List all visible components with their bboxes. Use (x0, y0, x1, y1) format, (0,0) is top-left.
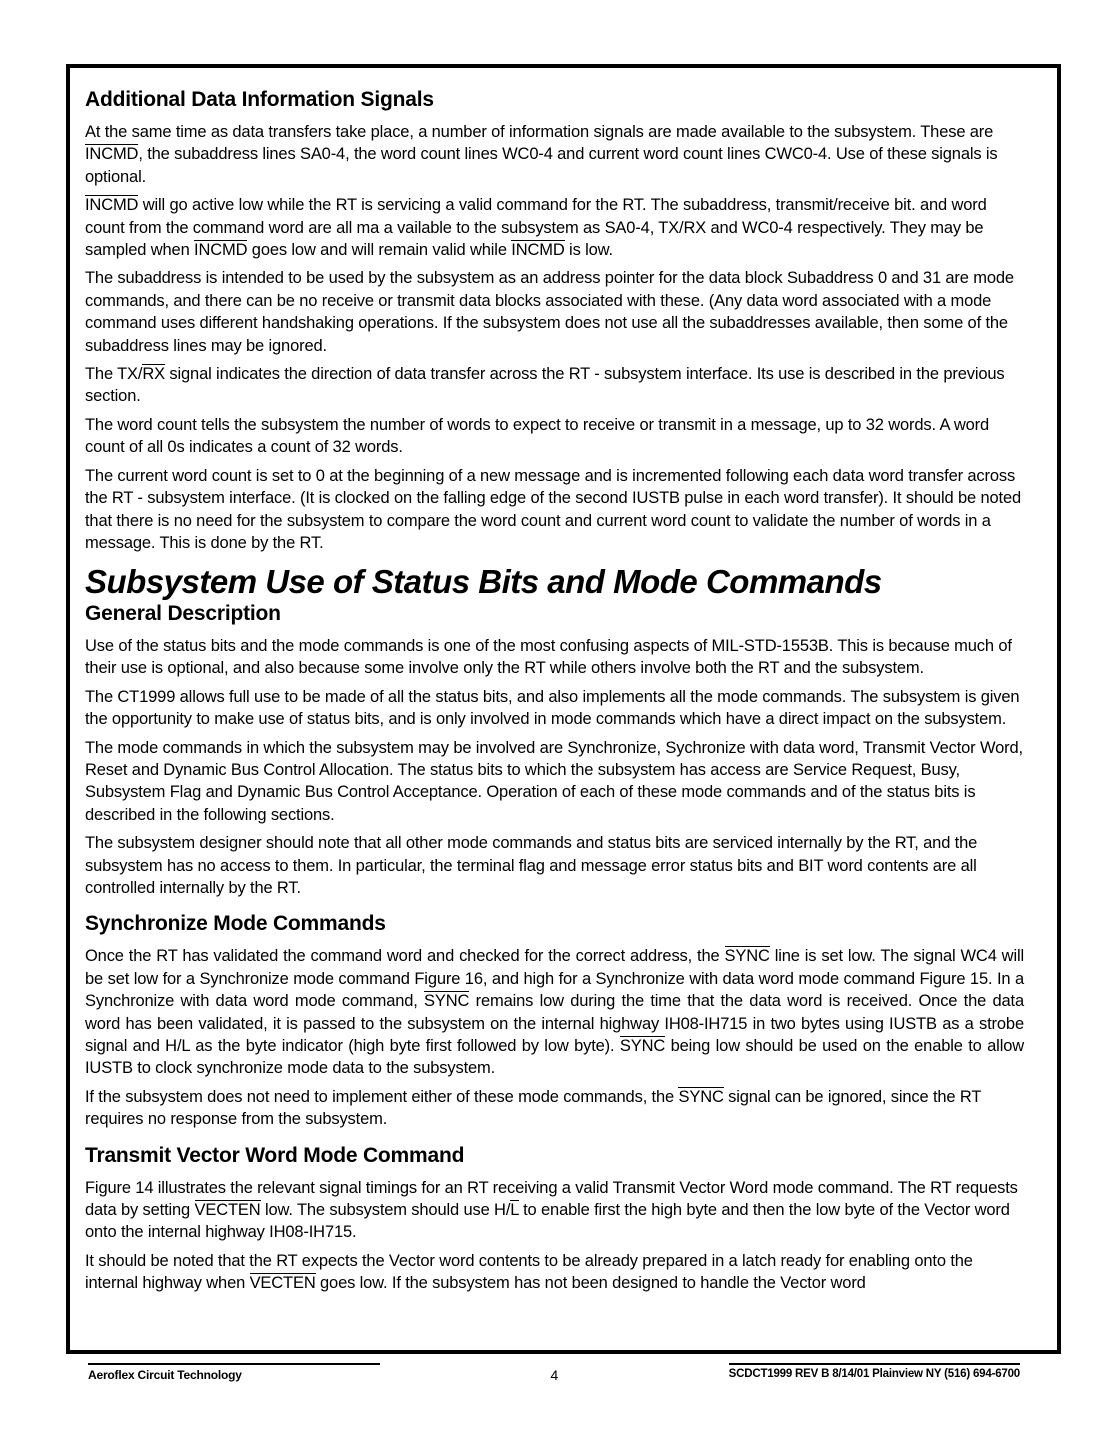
text-run: will go active low while the RT is servicing a valid command for the RT. The subaddress, transmit/receive bit. and word count from the command word are all ma a vailable to the subsystem as SA0-4, TX/RX and WC0-4 respectively. They may be sampled when (85, 196, 987, 260)
subsection-heading: General Description (85, 601, 281, 625)
subsection-heading: Additional Data Information Signals (85, 88, 434, 111)
footer-company: Aeroflex Circuit Technology (88, 1363, 380, 1382)
paragraph (85, 414, 1024, 459)
text-run: to enable first the high byte and then the low byte of the Vector word onto the internal highway IH08-IH715. (85, 1201, 1010, 1242)
text-run: goes low and will remain valid while (247, 241, 512, 260)
text-run: remains low during the time that the data word is received. Once the data word has been validated, it is passed to the subsystem on the internal highway IH08-IH715 in two bytes using IUSTB as a strobe signal and H/L as the byte indicator (high byte first followed by low byte). (85, 992, 1024, 1056)
paragraph (85, 832, 1024, 899)
text-run: Figure 14 illustrates the relevant signal timings for an RT receiving a valid Transmit Vector Word mode command. The RT requests data by setting (85, 1178, 1018, 1220)
text-run: line is set low. The signal WC4 will be set low for a Synchronize mode command Figure 16, and high for a Synchronize with data word mode command Figure 15. In a Synchronize with data word mode command, (85, 947, 1024, 1011)
paragraph (85, 267, 1024, 357)
subsection-heading: Transmit Vector Word Mode Command (85, 1143, 465, 1167)
overlined-signal-name: INCMD (511, 241, 565, 260)
paragraph (85, 1250, 1024, 1295)
overlined-signal-name: VECTEN (249, 1274, 316, 1293)
paragraph (85, 686, 1024, 731)
paragraph (85, 363, 1024, 408)
footer-docinfo: SCDCT1999 REV B 8/14/01 Plainview NY (516) 694-6700 (729, 1363, 1020, 1380)
text-run: The mode commands in which the subsystem may be involved are Synchronize, Sychronize with data word, Transmit Vector Word, Reset and Dynamic Bus Control Allocation. The status bits to which the subsystem has access are Service Request, Busy, Subsystem Flag and Dynamic Bus Control Acceptance. Operation of each of these mode commands and of the status bits is described in the following sections. (85, 738, 1023, 824)
text-run: The TX/ (85, 365, 143, 384)
overlined-signal-name: INCMD (85, 196, 139, 215)
paragraph (85, 465, 1024, 555)
text-run: Once the RT has validated the command word and checked for the correct address, the (85, 947, 725, 966)
overlined-signal-name: SYNC (424, 992, 470, 1011)
text-run: is low. (564, 241, 613, 260)
overlined-signal-name: SYNC (678, 1087, 724, 1106)
text-run: signal indicates the direction of data transfer across the RT - subsystem interface. Its use is described in the previous section. (85, 365, 1005, 406)
text-run: low. The subsystem should use H/ (260, 1201, 511, 1220)
page-footer (88, 1363, 1020, 1383)
paragraph (85, 1086, 1024, 1131)
text-run: The CT1999 allows full use to be made of all the status bits, and also implements all the mode commands. The subsystem is given the opportunity to make use of status bits, and is only involved in mode commands which have a direct impact on the subsystem. (85, 687, 1020, 729)
text-run: being low should be used on the enable to allow IUSTB to clock synchronize mode data to the subsystem. (85, 1037, 1024, 1078)
paragraph (85, 737, 1024, 827)
overlined-signal-name: VECTEN (194, 1201, 261, 1220)
text-run: At the same time as data transfers take place, a number of information signals are made available to the subsystem. These are (85, 123, 994, 141)
paragraph (85, 194, 1024, 261)
text-run: The current word count is set to 0 at the beginning of a new message and is incremented following each data word transfer across the RT - subsystem interface. (It is clocked on the falling edge of the second IUSTB pulse in each word transfer). It should be noted that there is no need for the subsystem to compare the word count and current word count to validate the number of words in a message. This is done by the RT. (85, 466, 1022, 552)
text-run: It should be noted that the RT expects the Vector word contents to be already prepared in a latch ready for enabling onto the internal highway when (85, 1251, 973, 1293)
paragraph (85, 1177, 1024, 1244)
subsection-heading: Synchronize Mode Commands (85, 912, 386, 936)
text-run: signal can be ignored, since the RT requires no response from the subsystem. (85, 1087, 981, 1129)
paragraph (85, 121, 1024, 188)
overlined-signal-name: INCMD (194, 241, 248, 260)
overlined-signal-name: L (510, 1201, 519, 1220)
text-run: Use of the status bits and the mode commands is one of the most confusing aspects of MIL-STD-1553B. This is because much of their use is optional, and also because some involve only the RT while others involve both the RT and the subsystem. (85, 636, 1012, 678)
text-run: The subaddress is intended to be used by the subsystem as an address pointer for the data block Subaddress 0 and 31 are mode commands, and there can be no receive or transmit data blocks associated with these. (Any data word associated with a mode command uses different handshaking operations. If the subsystem does not use all the subaddresses available, then some of the subaddress lines may be ignored. (85, 269, 1014, 355)
document-body (66, 64, 1061, 1354)
paragraph (85, 635, 1024, 680)
text-run: goes low. If the subsystem has not been designed to handle the Vector word (315, 1274, 866, 1293)
section-title: Subsystem Use of Status Bits and Mode Commands (85, 563, 882, 601)
text-run: The subsystem designer should note that all other mode commands and status bits are serviced internally by the RT, and the subsystem has no access to them. In particular, the terminal flag and message error status bits and BIT word contents are all controlled internally by the RT. (85, 834, 978, 897)
overlined-signal-name: INCMD (85, 145, 139, 164)
overlined-signal-name: SYNC (724, 947, 770, 966)
text-run: The word count tells the subsystem the number of words to expect to receive or transmit in a message, up to 32 words. A word count of all 0s indicates a count of 32 words. (85, 415, 990, 457)
overlined-signal-name: RX (142, 365, 165, 384)
paragraph (85, 945, 1024, 1079)
text-run: If the subsystem does not need to implement either of these mode commands, the (85, 1087, 679, 1106)
text-run: , the subaddress lines SA0-4, the word count lines WC0-4 and current word count lines CWC0-4. Use of these signals is optional. (85, 145, 998, 186)
page-number: 4 (550, 1367, 559, 1383)
overlined-signal-name: SYNC (619, 1037, 666, 1056)
